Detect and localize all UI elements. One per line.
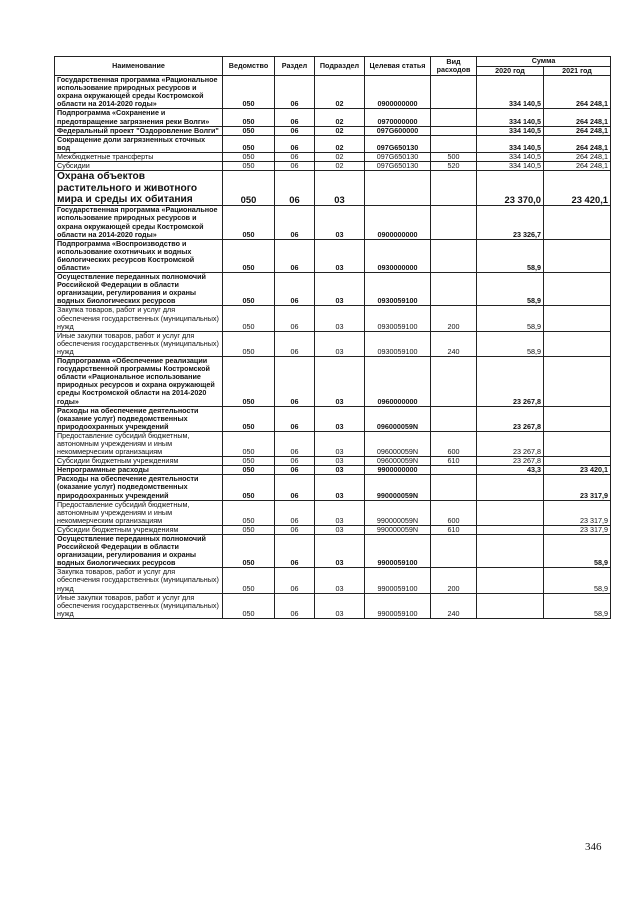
row-sum-2020	[477, 593, 544, 618]
row-sum-2021	[544, 406, 611, 431]
row-exptype	[431, 406, 477, 431]
row-target: 097G650130	[365, 162, 431, 171]
row-sum-2021: 264 248,1	[544, 76, 611, 109]
row-section: 06	[275, 406, 315, 431]
row-subsection: 02	[315, 162, 365, 171]
row-subsection: 03	[315, 431, 365, 456]
row-target	[365, 171, 431, 206]
row-target: 097G650130	[365, 135, 431, 152]
row-sum-2020	[477, 475, 544, 500]
row-subsection: 03	[315, 535, 365, 568]
row-exptype: 200	[431, 306, 477, 331]
table-row	[55, 431, 611, 456]
row-subsection: 03	[315, 525, 365, 534]
page-number: 346	[585, 841, 602, 853]
row-section: 06	[275, 239, 315, 272]
row-subsection: 03	[315, 500, 365, 525]
row-subsection: 03	[315, 306, 365, 331]
header-year-2020: 2020 год	[477, 67, 544, 76]
row-exptype: 610	[431, 457, 477, 466]
row-sum-2020: 58,9	[477, 273, 544, 306]
row-section: 06	[275, 357, 315, 407]
row-name: Осуществление переданных полномочий Российской Федерации в области организации, регулирования и охраны водных биологических ресурсов	[55, 535, 223, 568]
row-sum-2021: 23 317,9	[544, 525, 611, 534]
row-exptype	[431, 206, 477, 239]
row-sum-2020: 334 140,5	[477, 76, 544, 109]
table-row	[55, 206, 611, 239]
row-subsection: 03	[315, 457, 365, 466]
row-exptype: 610	[431, 525, 477, 534]
row-name: Осуществление переданных полномочий Российской Федерации в области организации, регулирования и охраны водных биологических ресурсов	[55, 273, 223, 306]
row-target: 0900000000	[365, 76, 431, 109]
row-name: Непрограммные расходы	[55, 466, 223, 475]
row-sum-2021: 264 248,1	[544, 152, 611, 161]
row-name: Подпрограмма «Обеспечение реализации государственной программы Костромской области «Рациональное использование природных ресурсов и охрана окружающей среды Костромской области на 2014-2020 годы»	[55, 357, 223, 407]
row-target: 9900059100	[365, 535, 431, 568]
row-dept: 050	[223, 109, 275, 126]
row-sum-2020: 23 267,8	[477, 457, 544, 466]
row-sum-2020: 58,9	[477, 306, 544, 331]
row-name: Расходы на обеспечение деятельности (оказание услуг) подведомственных природоохранных учреждений	[55, 475, 223, 500]
row-section: 06	[275, 568, 315, 593]
row-target: 990000059N	[365, 525, 431, 534]
row-exptype	[431, 239, 477, 272]
row-sum-2021	[544, 331, 611, 356]
row-target: 0900000000	[365, 206, 431, 239]
row-name: Иные закупки товаров, работ и услуг для обеспечения государственных (муниципальных) нужд	[55, 331, 223, 356]
row-sum-2020: 23 326,7	[477, 206, 544, 239]
row-dept: 050	[223, 135, 275, 152]
row-target: 0930059100	[365, 306, 431, 331]
row-dept: 050	[223, 76, 275, 109]
table-row	[55, 273, 611, 306]
header-subsection: Подраздел	[315, 57, 365, 76]
row-exptype	[431, 76, 477, 109]
row-section: 06	[275, 593, 315, 618]
row-target: 0930059100	[365, 331, 431, 356]
row-sum-2021: 23 317,9	[544, 500, 611, 525]
row-section: 06	[275, 206, 315, 239]
row-dept: 050	[223, 239, 275, 272]
row-target: 097G650130	[365, 152, 431, 161]
row-dept: 050	[223, 466, 275, 475]
row-sum-2020	[477, 568, 544, 593]
row-sum-2020	[477, 525, 544, 534]
row-sum-2020: 334 140,5	[477, 135, 544, 152]
row-target: 096000059N	[365, 457, 431, 466]
header-sum: Сумма	[477, 57, 611, 67]
row-exptype	[431, 357, 477, 407]
row-subsection: 02	[315, 152, 365, 161]
row-sum-2020: 334 140,5	[477, 109, 544, 126]
row-dept: 050	[223, 273, 275, 306]
row-dept: 050	[223, 357, 275, 407]
row-subsection: 03	[315, 239, 365, 272]
row-dept: 050	[223, 206, 275, 239]
row-sum-2021: 264 248,1	[544, 126, 611, 135]
row-sum-2021: 23 420,1	[544, 466, 611, 475]
row-sum-2021	[544, 206, 611, 239]
row-exptype	[431, 273, 477, 306]
table-row	[55, 126, 611, 135]
row-subsection: 02	[315, 135, 365, 152]
row-dept: 050	[223, 306, 275, 331]
table-row	[55, 593, 611, 618]
row-sum-2021: 58,9	[544, 535, 611, 568]
row-name: Сокращение доли загрязненных сточных вод	[55, 135, 223, 152]
row-sum-2020: 23 267,8	[477, 406, 544, 431]
row-dept: 050	[223, 331, 275, 356]
row-name: Государственная программа «Рациональное использование природных ресурсов и охрана окружающей среды Костромской области на 2014-2020 годы»	[55, 76, 223, 109]
row-subsection: 03	[315, 357, 365, 407]
row-exptype	[431, 109, 477, 126]
table-row	[55, 475, 611, 500]
row-exptype: 600	[431, 431, 477, 456]
row-exptype	[431, 466, 477, 475]
row-section: 06	[275, 535, 315, 568]
table-row	[55, 135, 611, 152]
row-dept: 050	[223, 171, 275, 206]
row-target: 0970000000	[365, 109, 431, 126]
row-exptype: 600	[431, 500, 477, 525]
row-name: Субсидии бюджетным учреждениям	[55, 457, 223, 466]
row-target: 0960000000	[365, 357, 431, 407]
row-name: Подпрограмма «Сохранение и предотвращение загрязнения реки Волги»	[55, 109, 223, 126]
row-target: 096000059N	[365, 406, 431, 431]
row-name: Субсидии	[55, 162, 223, 171]
row-subsection: 03	[315, 593, 365, 618]
row-exptype	[431, 171, 477, 206]
row-exptype	[431, 135, 477, 152]
row-target: 9900059100	[365, 568, 431, 593]
row-name: Предоставление субсидий бюджетным, автономным учреждениям и иным некоммерческим организациям	[55, 431, 223, 456]
row-sum-2021: 58,9	[544, 593, 611, 618]
row-exptype: 520	[431, 162, 477, 171]
header-name: Наименование	[55, 57, 223, 76]
row-target: 0930000000	[365, 239, 431, 272]
row-subsection: 03	[315, 466, 365, 475]
header-exptype: Вид расходов	[431, 57, 477, 76]
row-name: Межбюджетные трансферты	[55, 152, 223, 161]
row-section: 06	[275, 109, 315, 126]
row-section: 06	[275, 135, 315, 152]
row-sum-2021	[544, 431, 611, 456]
row-dept: 050	[223, 593, 275, 618]
header-year-2021: 2021 год	[544, 67, 611, 76]
table-row	[55, 162, 611, 171]
row-subsection: 02	[315, 126, 365, 135]
row-target: 096000059N	[365, 431, 431, 456]
row-name: Предоставление субсидий бюджетным, автономным учреждениям и иным некоммерческим организациям	[55, 500, 223, 525]
row-dept: 050	[223, 568, 275, 593]
row-section: 06	[275, 457, 315, 466]
table-row	[55, 306, 611, 331]
row-sum-2020: 23 267,8	[477, 357, 544, 407]
row-section: 06	[275, 475, 315, 500]
row-dept: 050	[223, 152, 275, 161]
header-target: Целевая статья	[365, 57, 431, 76]
row-exptype	[431, 535, 477, 568]
table-row	[55, 239, 611, 272]
table-row	[55, 535, 611, 568]
row-sum-2020: 23 267,8	[477, 431, 544, 456]
row-subsection: 03	[315, 273, 365, 306]
row-name: Государственная программа «Рациональное использование природных ресурсов и охрана окружающей среды Костромской области на 2014-2020 годы»	[55, 206, 223, 239]
row-section: 06	[275, 76, 315, 109]
row-dept: 050	[223, 126, 275, 135]
row-exptype: 240	[431, 331, 477, 356]
row-subsection: 02	[315, 109, 365, 126]
table-row	[55, 76, 611, 109]
row-section: 06	[275, 306, 315, 331]
row-name: Подпрограмма «Воспроизводство и использование охотничьих и водных биологических ресурсов Костромской области»	[55, 239, 223, 272]
table-row	[55, 500, 611, 525]
row-name: Иные закупки товаров, работ и услуг для обеспечения государственных (муниципальных) нужд	[55, 593, 223, 618]
table-row	[55, 357, 611, 407]
row-target: 097G600000	[365, 126, 431, 135]
row-subsection: 03	[315, 171, 365, 206]
table-body	[55, 76, 611, 619]
row-dept: 050	[223, 457, 275, 466]
row-target: 990000059N	[365, 475, 431, 500]
row-section: 06	[275, 525, 315, 534]
row-sum-2021	[544, 273, 611, 306]
row-name: Субсидии бюджетным учреждениям	[55, 525, 223, 534]
row-target: 990000059N	[365, 500, 431, 525]
row-name: Закупка товаров, работ и услуг для обеспечения государственных (муниципальных) нужд	[55, 568, 223, 593]
row-subsection: 03	[315, 331, 365, 356]
row-sum-2021	[544, 306, 611, 331]
row-sum-2020: 334 140,5	[477, 162, 544, 171]
row-section: 06	[275, 331, 315, 356]
row-target: 9900000000	[365, 466, 431, 475]
row-name: Расходы на обеспечение деятельности (оказание услуг) подведомственных природоохранных учреждений	[55, 406, 223, 431]
table-row	[55, 331, 611, 356]
row-name: Закупка товаров, работ и услуг для обеспечения государственных (муниципальных) нужд	[55, 306, 223, 331]
row-name: Федеральный проект "Оздоровление Волги"	[55, 126, 223, 135]
table-row	[55, 171, 611, 206]
row-section: 06	[275, 171, 315, 206]
row-dept: 050	[223, 475, 275, 500]
row-dept: 050	[223, 431, 275, 456]
header-dept: Ведомство	[223, 57, 275, 76]
header-section: Раздел	[275, 57, 315, 76]
row-exptype	[431, 475, 477, 500]
row-subsection: 03	[315, 568, 365, 593]
row-sum-2020: 334 140,5	[477, 126, 544, 135]
row-exptype: 500	[431, 152, 477, 161]
row-name: Охрана объектов растительного и животного мира и среды их обитания	[55, 171, 223, 206]
row-sum-2020: 334 140,5	[477, 152, 544, 161]
row-section: 06	[275, 273, 315, 306]
row-dept: 050	[223, 535, 275, 568]
row-exptype: 240	[431, 593, 477, 618]
row-sum-2021	[544, 357, 611, 407]
row-sum-2021	[544, 239, 611, 272]
row-section: 06	[275, 431, 315, 456]
row-sum-2021: 264 248,1	[544, 135, 611, 152]
row-subsection: 03	[315, 475, 365, 500]
row-exptype	[431, 126, 477, 135]
row-section: 06	[275, 466, 315, 475]
row-target: 9900059100	[365, 593, 431, 618]
row-sum-2020: 23 370,0	[477, 171, 544, 206]
row-sum-2021: 23 420,1	[544, 171, 611, 206]
row-dept: 050	[223, 162, 275, 171]
row-subsection: 02	[315, 76, 365, 109]
row-target: 0930059100	[365, 273, 431, 306]
row-sum-2021: 264 248,1	[544, 109, 611, 126]
table-row	[55, 568, 611, 593]
row-section: 06	[275, 162, 315, 171]
row-sum-2021: 23 317,9	[544, 475, 611, 500]
row-subsection: 03	[315, 406, 365, 431]
row-exptype: 200	[431, 568, 477, 593]
row-sum-2021: 264 248,1	[544, 162, 611, 171]
row-sum-2020: 58,9	[477, 239, 544, 272]
row-sum-2021: 58,9	[544, 568, 611, 593]
row-sum-2020: 58,9	[477, 331, 544, 356]
row-sum-2020	[477, 535, 544, 568]
row-section: 06	[275, 152, 315, 161]
table-row	[55, 406, 611, 431]
row-dept: 050	[223, 525, 275, 534]
row-section: 06	[275, 500, 315, 525]
row-sum-2020: 43,3	[477, 466, 544, 475]
table-row	[55, 109, 611, 126]
row-dept: 050	[223, 406, 275, 431]
row-subsection: 03	[315, 206, 365, 239]
row-section: 06	[275, 126, 315, 135]
row-dept: 050	[223, 500, 275, 525]
budget-table	[54, 56, 611, 619]
row-sum-2020	[477, 500, 544, 525]
